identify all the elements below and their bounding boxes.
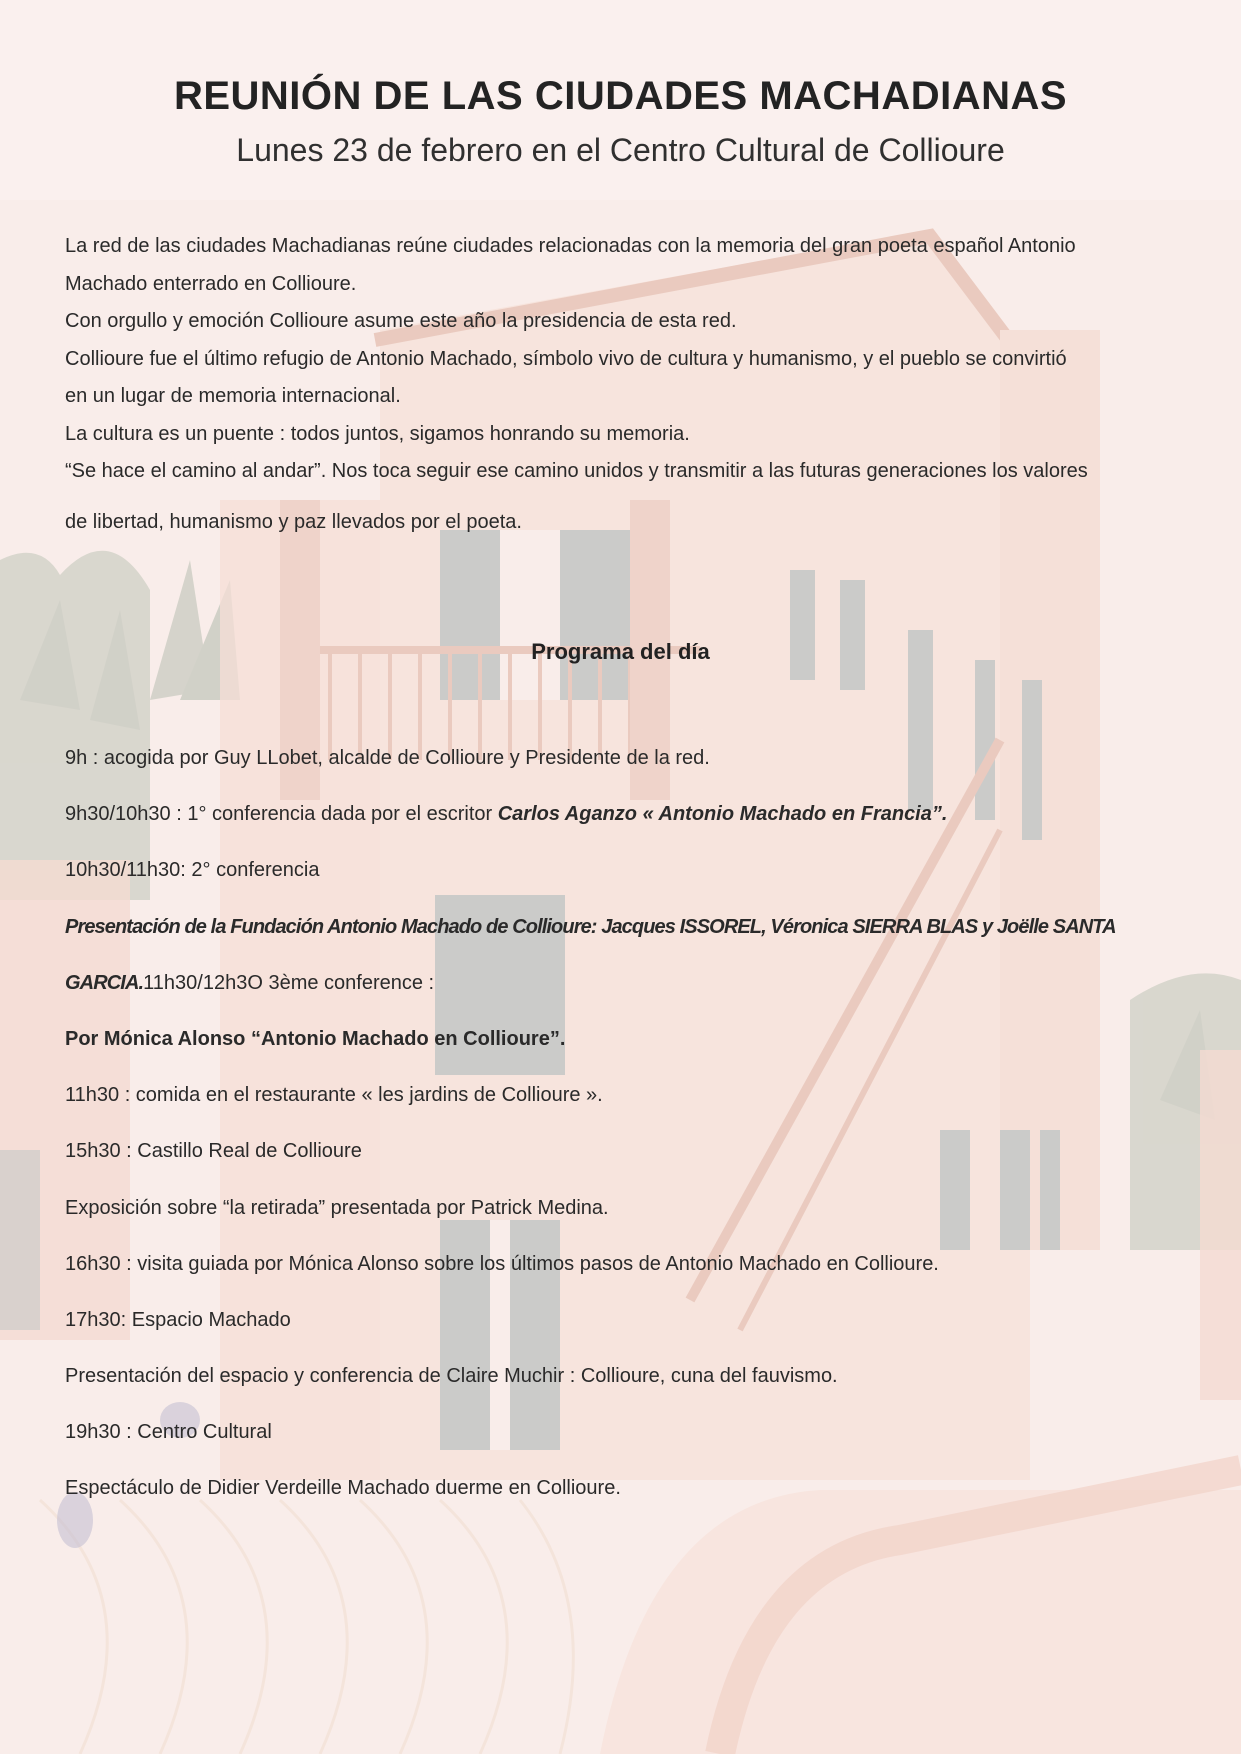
program-item: 9h30/10h30 : 1° conferencia dada por el escritor Carlos Aganzo « Antonio Machado en Francia”.: [65, 803, 948, 826]
program-item: GARCIA.11h30/12h3O 3ème conference :: [65, 971, 435, 994]
program-item: [65, 913, 1185, 969]
document-subtitle: Lunes 23 de febrero en el Centro Cultural de Collioure: [236, 132, 1005, 168]
intro-line: de libertad, humanismo y paz llevados por el poeta.: [65, 510, 522, 533]
program-item: Exposición sobre “la retirada” presentada por Patrick Medina.: [65, 1196, 609, 1219]
intro-paragraph: [65, 228, 1185, 541]
intro-line: Machado enterrado en Collioure.: [65, 272, 357, 295]
intro-line: La red de las ciudades Machadianas reúne ciudades relacionadas con la memoria del gran poeta español Antonio: [65, 235, 1076, 257]
program-item: 10h30/11h30: 2° conferencia: [65, 859, 320, 882]
program-item: Espectáculo de Didier Verdeille Machado duerme en Collioure.: [65, 1477, 621, 1500]
program-item: 9h : acogida por Guy LLobet, alcalde de Collioure y Presidente de la red.: [65, 747, 710, 769]
intro-line: “Se hace el camino al andar”. Nos toca seguir ese camino unidos y transmitir a las futuras generaciones los valores: [65, 460, 1088, 482]
speaker-emphasis: Presentación de la Fundación Antonio Machado de Collioure: Jacques ISSOREL, Véronica SIERRA BLAS y Joëlle SANTA: [65, 915, 1116, 938]
speaker-emphasis: Carlos Aganzo « Antonio Machado en Francia”.: [497, 803, 948, 826]
program-item: 19h30 : Centro Cultural: [65, 1421, 272, 1444]
speaker-emphasis: GARCIA.: [65, 971, 144, 994]
program-item: 16h30 : visita guiada por Mónica Alonso sobre los últimos pasos de Antonio Machado en Collioure.: [65, 1252, 939, 1275]
program-item: 17h30: Espacio Machado: [65, 1308, 291, 1331]
document-title: REUNIÓN DE LAS CIUDADES MACHADIANAS: [173, 74, 1068, 118]
program-item: Presentación del espacio y conferencia de Claire Muchir : Collioure, cuna del fauvismo.: [65, 1365, 838, 1388]
speaker-bold: Por Mónica Alonso “Antonio Machado en Collioure”.: [65, 1027, 566, 1050]
program-heading: Programa del día: [531, 639, 710, 664]
intro-line: Con orgullo y emoción Collioure asume este año la presidencia de esta red.: [65, 310, 737, 332]
intro-line: La cultura es un puente : todos juntos, sigamos honrando su memoria.: [65, 422, 690, 445]
intro-line: en un lugar de memoria internacional.: [65, 385, 401, 407]
program-item: 15h30 : Castillo Real de Collioure: [65, 1140, 362, 1163]
program-list: [65, 744, 1185, 1531]
program-item: [65, 1025, 1185, 1081]
program-item: 11h30 : comida en el restaurante « les jardins de Collioure ».: [65, 1084, 603, 1107]
intro-line: Collioure fue el último refugio de Antonio Machado, símbolo vivo de cultura y humanismo, y el pueblo se convirtió: [65, 347, 1067, 370]
